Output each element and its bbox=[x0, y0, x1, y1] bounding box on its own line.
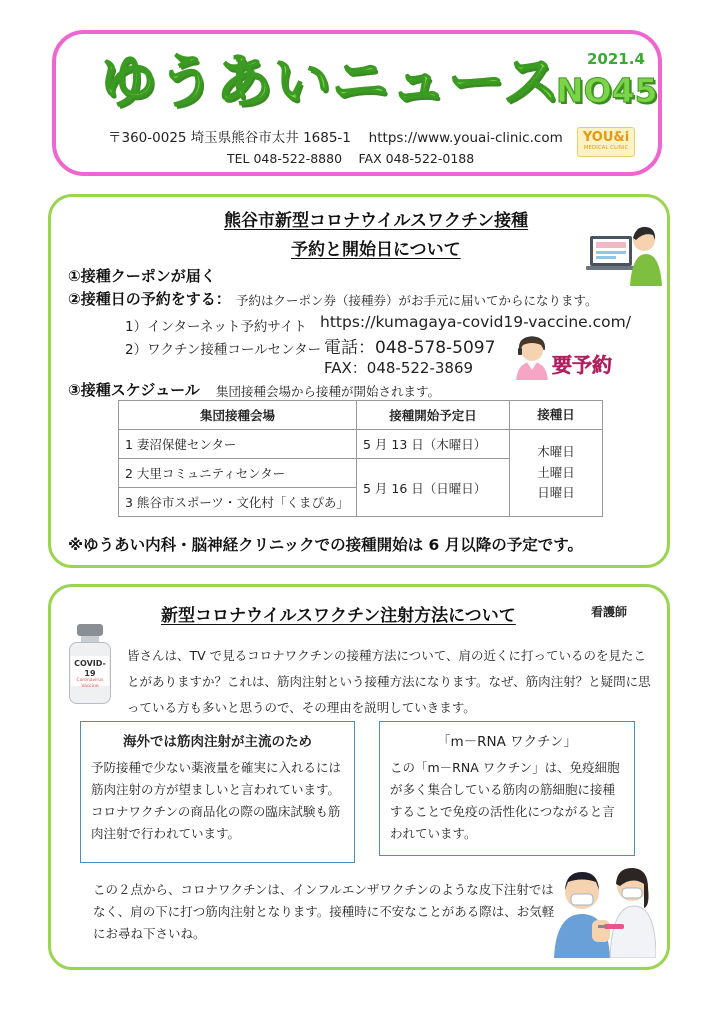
mrna-reason-box bbox=[379, 721, 635, 856]
step2-reservation: ②接種日の予約をする： bbox=[68, 290, 231, 308]
table-row bbox=[119, 430, 603, 459]
vaccination-scene-illustration bbox=[552, 862, 656, 958]
reservation-url[interactable]: https://kumagaya-covid19-vaccine.com/ bbox=[320, 313, 631, 331]
vial-label: COVID-19 bbox=[74, 659, 106, 678]
logo-text: YOU&i bbox=[582, 130, 630, 145]
step3-schedule: ③接種スケジュール bbox=[68, 381, 200, 399]
day-thursday: 木曜日 bbox=[537, 444, 575, 460]
mrna-reason-title: 「m－RNA ワクチン」 bbox=[437, 734, 577, 750]
header-start-date: 接種開始予定日 bbox=[357, 401, 510, 430]
overseas-reason-title: 海外では筋肉注射が主流のため bbox=[123, 734, 312, 750]
newsletter-title: ゆうあいニュース bbox=[100, 49, 562, 115]
reservation-required-badge: 要予約 bbox=[552, 353, 612, 377]
call-center-fax: FAX：048-522-3869 bbox=[324, 359, 474, 377]
closing-paragraph: この２点から、コロナワクチンは、インフルエンザワクチンのような皮下注射ではなく、肩の下に打つ筋肉注射となります。接種時に不安なことがある際は、お気軽にお尋ね下さいね。 bbox=[93, 882, 555, 941]
issue-number: NO45 bbox=[556, 71, 658, 110]
table-header-row bbox=[119, 401, 603, 430]
header-days: 接種日 bbox=[510, 401, 603, 430]
overseas-reason-box bbox=[80, 721, 355, 863]
mrna-reason-body: この「m－RNA ワクチン」は、免疫細胞が多く集合している筋肉の筋細胞に接種することで免疫の活性化につながると言われています。 bbox=[390, 760, 620, 841]
clinic-start-notice: ※ゆうあい内科・脳神経クリニックでの接種開始は 6 月以降の予定です。 bbox=[68, 536, 583, 554]
vaccine-vial-icon bbox=[67, 624, 113, 706]
clinic-address: 〒360-0025 埼玉県熊谷市太井 1685-1 https://www.youai-clinic.com bbox=[108, 130, 563, 146]
days-cell bbox=[510, 430, 603, 517]
step2-note: 予約はクーポン券（接種券）がお手元に届いてからになります。 bbox=[236, 293, 598, 308]
vial-sublabel: Coronavirus Vaccine bbox=[76, 678, 104, 689]
venue-cell: 2 大里コミュニティセンター bbox=[119, 459, 357, 488]
section1-title-line2: 予約と開始日について bbox=[291, 240, 461, 260]
laptop-user-illustration bbox=[584, 222, 664, 288]
intro-paragraph: 皆さんは、TV で見るコロナワクチンの接種方法について、肩の近くに打っているのを見たことがありますか？これは、筋肉注射という接種方法になります。なぜ、筋肉注射？と疑問に思っている方も多いと思うので、その理由を説明していきます。 bbox=[127, 648, 651, 715]
section2-title: 新型コロナウイルスワクチン注射方法について bbox=[161, 606, 516, 626]
overseas-reason-body: 予防接種で少ない薬液量を確実に入れるには筋肉注射の方が望ましいと言われています。コロナワクチンの商品化の際の臨床試験も筋肉注射で行われています。 bbox=[91, 760, 342, 841]
author-label: 看護師 bbox=[591, 605, 628, 619]
start-date-cell: 5 月 16 日（日曜日） bbox=[357, 459, 510, 517]
header-venue: 集団接種会場 bbox=[119, 401, 357, 430]
logo-subtext: MEDICAL CLINIC bbox=[583, 145, 629, 151]
issue-date: 2021.4 bbox=[587, 50, 645, 68]
call-center-label: 2）ワクチン接種コールセンター bbox=[125, 342, 322, 358]
start-date-cell: 5 月 13 日（木曜日） bbox=[357, 430, 510, 459]
clinic-contact: TEL 048-522-8880 FAX 048-522-0188 bbox=[227, 151, 475, 166]
call-center-phone: 電話：048-578-5097 bbox=[324, 338, 496, 358]
step3-note: 集団接種会場から接種が開始されます。 bbox=[216, 384, 441, 399]
vaccination-schedule-table bbox=[118, 400, 603, 517]
internet-reservation-label: 1）インターネット予約サイト bbox=[125, 319, 307, 335]
step1-coupon: ①接種クーポンが届く bbox=[68, 267, 216, 285]
venue-cell: 1 妻沼保健センター bbox=[119, 430, 357, 459]
day-sunday: 日曜日 bbox=[537, 485, 575, 501]
operator-icon bbox=[512, 334, 552, 380]
clinic-logo bbox=[577, 127, 635, 157]
day-saturday: 土曜日 bbox=[537, 464, 575, 480]
venue-cell: 3 熊谷市スポーツ・文化村「くまぴあ」 bbox=[119, 488, 357, 517]
section1-title-line1: 熊谷市新型コロナウイルスワクチン接種 bbox=[224, 211, 529, 231]
